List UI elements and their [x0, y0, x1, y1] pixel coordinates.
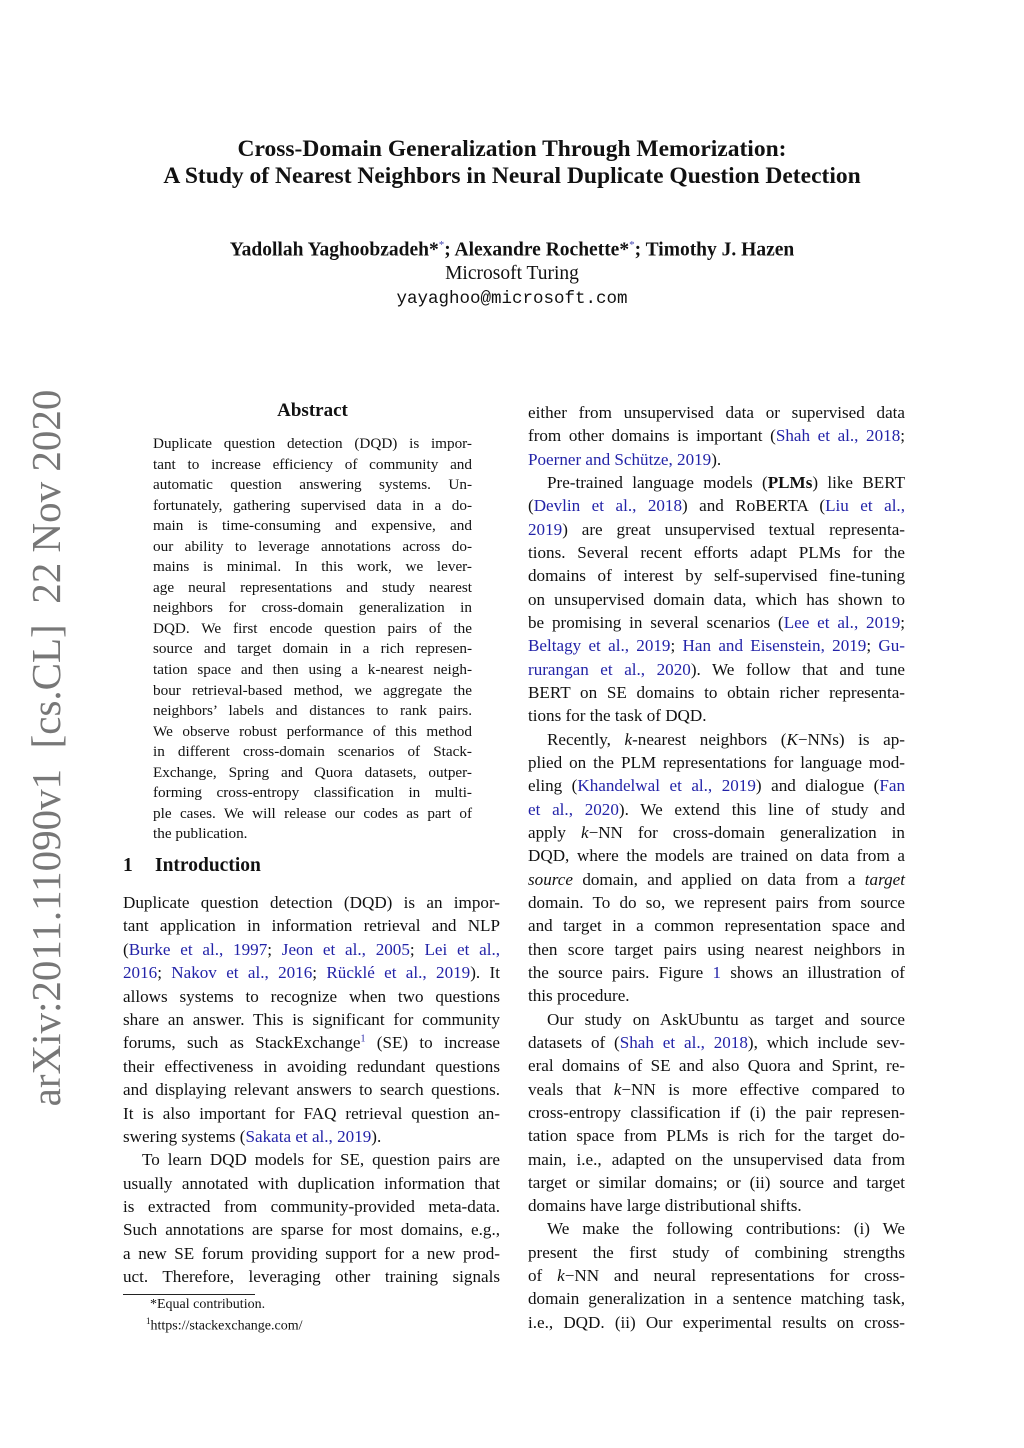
italic-text: K [786, 729, 798, 749]
text: ), which include sev- [747, 1032, 905, 1052]
arxiv-identifier: arXiv:2011.11090v1 [cs.CL] 22 Nov 2020 [23, 389, 69, 1107]
text-line [123, 1102, 500, 1125]
paragraph [528, 471, 905, 728]
citation-link[interactable]: Gu- [878, 636, 905, 656]
text: ) and RoBERTA ( [682, 496, 826, 516]
text: tant to increase efficiency of community and [153, 455, 472, 473]
text-line [528, 961, 905, 984]
citation-link[interactable]: Poerner and Schütze, 2019 [528, 449, 712, 469]
text: To learn DQD models for SE, question pairs are [142, 1150, 500, 1170]
text-line [528, 1171, 905, 1194]
author-2: Alexandre Rochette* [454, 239, 630, 261]
text-line [528, 821, 905, 844]
text-line [153, 496, 472, 517]
text-line [528, 938, 905, 961]
text: the publication. [153, 825, 248, 843]
text-line [153, 434, 472, 455]
text: Pre-trained language models ( [547, 472, 768, 492]
text: eling ( [528, 776, 578, 796]
text: domains have large distributional shifts. [528, 1196, 802, 1216]
text: ; [670, 636, 683, 656]
footnote-1 [146, 1316, 303, 1335]
text: It is also important for FAQ retrieval question an- [123, 1103, 500, 1123]
citation-link[interactable]: Liu et al., [825, 496, 905, 516]
author-separator: ; [634, 239, 642, 261]
text: BERT on SE domains to obtain richer representa- [528, 682, 905, 702]
text: ; [267, 939, 282, 959]
text: i.e., DQD. (ii) Our experimental results on cross- [528, 1312, 905, 1332]
text: ; [866, 636, 879, 656]
text: bour retrieval-based method, we aggregate the [153, 681, 472, 699]
footnote-mark: * [438, 239, 445, 251]
paragraph [528, 1217, 905, 1334]
text-line [153, 722, 472, 743]
text: ; [312, 963, 327, 983]
section-number: 1 [123, 855, 133, 876]
author-email[interactable]: yayaghoo@microsoft.com [396, 289, 628, 309]
text-line [123, 891, 500, 914]
citation-link[interactable]: 2019 [528, 519, 563, 539]
text-line [528, 1031, 905, 1054]
text-line [528, 704, 905, 727]
text: age neural representations and study nearest [153, 578, 472, 596]
section-title: Introduction [155, 855, 261, 876]
text-line [123, 1172, 500, 1195]
text-line [123, 1031, 500, 1054]
text-line [123, 914, 500, 937]
text-line [528, 1264, 905, 1287]
text-line [123, 1148, 500, 1171]
italic-text: source [528, 869, 573, 889]
text: ). We follow that and tune [690, 659, 905, 679]
text-line [528, 891, 905, 914]
text: be promising in several scenarios ( [528, 612, 784, 632]
right-column-body [528, 401, 905, 1334]
text-line [528, 914, 905, 937]
footnote-mark: * [629, 239, 635, 251]
text-line [528, 588, 905, 611]
text: ). We extend this line of study and [618, 799, 905, 819]
text-line [528, 1008, 905, 1031]
text: -nearest neighbors ( [632, 729, 787, 749]
text-line [528, 1217, 905, 1240]
text: our ability to leverage annotations across do- [153, 537, 472, 555]
citation-link[interactable]: Rücklé et al., 2019 [326, 963, 471, 983]
paper-title [0, 136, 1024, 190]
text-line [528, 1054, 905, 1077]
text: datasets of ( [528, 1032, 620, 1052]
text-line [528, 448, 905, 471]
text: ; [409, 939, 425, 959]
text-line [528, 611, 905, 634]
citation-link[interactable]: Nakov et al., 2016 [171, 963, 313, 983]
text-line [153, 783, 472, 804]
text: Duplicate question detection (DQD) is impor- [153, 435, 472, 452]
text: eral domains of SE and also Quora and Sprint, re- [528, 1056, 905, 1076]
text-line [153, 660, 472, 681]
citation-link[interactable]: Jeon et al., 2005 [281, 939, 410, 959]
text-line [528, 868, 905, 891]
citation-link[interactable]: Fan [879, 776, 905, 796]
italic-text: k [624, 729, 633, 749]
citation-link[interactable]: Sakata et al., 2019 [245, 1126, 372, 1146]
text: the source pairs. Figure [528, 962, 713, 982]
text-line [123, 1265, 500, 1288]
text: Our study on AskUbuntu as target and source [547, 1009, 905, 1029]
left-column-body [123, 891, 500, 1289]
text: veals that [528, 1079, 614, 1099]
footnote-1-url[interactable]: https://stackexchange.com/ [150, 1318, 303, 1334]
text-line [123, 1055, 500, 1078]
text: neighbors for cross-domain generalization in [153, 599, 472, 617]
text: Such annotations are sparse for most domains, e.g., [123, 1220, 500, 1240]
text-line [528, 844, 905, 867]
text: apply [528, 822, 581, 842]
footnote-ref-link[interactable]: 1 [360, 1033, 366, 1045]
text-line [528, 471, 905, 494]
citation-link[interactable]: Shah et al., 2018 [619, 1032, 748, 1052]
text-line [528, 424, 905, 447]
text-line [528, 798, 905, 821]
text-line [528, 1148, 905, 1171]
paragraph [528, 401, 905, 471]
text: tation space and then using a k-nearest neigh- [153, 661, 472, 679]
citation-link[interactable]: 1 [712, 962, 721, 982]
text: ) are great unsupervised textual representa- [562, 519, 905, 539]
text-line [528, 658, 905, 681]
text: their effectiveness in avoiding redundant questions [123, 1056, 500, 1076]
text: domain. To do so, we represent pairs from source [528, 892, 905, 912]
text: mains is minimal. In this work, we lever- [153, 558, 472, 576]
text-line [528, 984, 905, 1007]
text: tation space from PLMs is rich for the target do- [528, 1126, 905, 1146]
text: plied on the PLM representations for language mod- [528, 752, 905, 772]
text-line [123, 1125, 500, 1148]
author-1: Yadollah Yaghoobzadeh* [229, 239, 439, 261]
text-line [528, 494, 905, 517]
text: −NN is more effective compared to [621, 1079, 905, 1099]
footnote-equal-contribution: *Equal contribution. [150, 1297, 266, 1312]
text-line [153, 824, 472, 845]
footnote-rule [123, 1294, 255, 1295]
citation-link[interactable]: Khandelwal et al., 2019 [577, 776, 756, 796]
italic-text: k [613, 1079, 622, 1099]
text-line [153, 475, 472, 496]
abstract-heading: Abstract [277, 400, 348, 421]
text-line [153, 557, 472, 578]
citation-link[interactable]: Han and Eisenstein, 2019 [682, 636, 867, 656]
text: source and target domain in a rich represen- [153, 640, 472, 658]
text: automatic question answering systems. Un- [153, 476, 472, 494]
text-line [528, 564, 905, 587]
text-line [153, 578, 472, 599]
text-line [123, 961, 500, 984]
text: uct. Therefore, leveraging other training signals [123, 1267, 500, 1287]
text: is extracted from community-provided meta-data. [123, 1197, 500, 1217]
text-line [153, 537, 472, 558]
text: usually annotated with duplication information that [123, 1173, 500, 1193]
paragraph [123, 1148, 500, 1288]
text-line [153, 639, 472, 660]
text: ple cases. We will release our codes as part of [153, 804, 472, 822]
author-3: Timothy J. Hazen [645, 239, 795, 261]
section-heading [123, 855, 261, 877]
text: domain, and applied on data from a [572, 869, 865, 889]
text: We observe robust performance of this method [153, 722, 472, 740]
paragraph [528, 1008, 905, 1218]
text-line [528, 401, 905, 424]
italic-text: target [864, 869, 905, 889]
title-line-1: Cross-Domain Generalization Through Memorization: [237, 136, 787, 162]
text: −NN for cross-domain generalization in [588, 822, 905, 842]
text: target or similar domains; or (ii) source and target [528, 1172, 905, 1192]
text: ; [900, 612, 905, 632]
text: (SE) to increase [365, 1033, 500, 1053]
text-line [153, 681, 472, 702]
text: main is time-consuming and expensive, and [153, 517, 472, 535]
text: main, i.e., adapted on the unsupervised data from [528, 1149, 905, 1169]
text-line [528, 1311, 905, 1334]
text-line [153, 742, 472, 763]
text-line [123, 1078, 500, 1101]
citation-link[interactable]: Lei et al., [424, 939, 501, 959]
citation-link[interactable]: Burke et al., 1997 [128, 939, 268, 959]
text-line [153, 763, 472, 784]
bold-text: PLMs [767, 472, 813, 492]
text: ). It [470, 963, 500, 983]
text: and target in a common representation space and [528, 916, 905, 936]
text-line [528, 634, 905, 657]
text-line [528, 1194, 905, 1217]
text: ; [900, 426, 905, 446]
text: swering systems ( [123, 1126, 246, 1146]
text: ( [528, 496, 534, 516]
text: ) and dialogue ( [755, 776, 880, 796]
text: tions for the task of DQD. [528, 706, 707, 726]
citation-link[interactable]: Beltagy et al., 2019 [528, 636, 671, 656]
text: fortunately, gathering supervised data in a do- [153, 496, 472, 514]
text: and displaying relevant answers to search questions. [123, 1080, 500, 1100]
title-line-2: A Study of Nearest Neighbors in Neural Duplicate Question Detection [163, 163, 861, 189]
text: forums, such as StackExchange [123, 1033, 361, 1053]
text: of [528, 1266, 558, 1286]
text: from other domains is important ( [528, 426, 776, 446]
text-line [528, 1241, 905, 1264]
citation-link[interactable]: Devlin et al., 2018 [533, 496, 683, 516]
text-line [153, 598, 472, 619]
author-separator: ; [444, 239, 451, 261]
text: tant application in information retrieval and NLP [123, 916, 500, 936]
text-line [528, 518, 905, 541]
text: We make the following contributions: (i) We [547, 1219, 905, 1239]
text-line [153, 804, 472, 825]
citation-link[interactable]: Shah et al., 2018 [775, 426, 901, 446]
text-line [528, 1078, 905, 1101]
text-line [123, 1242, 500, 1265]
abstract-body [153, 434, 472, 845]
text-line [528, 681, 905, 704]
text-line [528, 1124, 905, 1147]
text: Duplicate question detection (DQD) is an impor- [123, 893, 500, 912]
italic-text: k [557, 1266, 565, 1286]
paragraph [528, 728, 905, 1008]
text-line [153, 516, 472, 537]
affiliation: Microsoft Turing [445, 263, 579, 284]
text-line [123, 1218, 500, 1241]
text-line [153, 619, 472, 640]
text: DQD. We first encode question pairs of the [153, 619, 472, 637]
text: ). [711, 449, 722, 469]
text: forming cross-entropy classification in multi- [153, 784, 472, 802]
text-line [153, 701, 472, 722]
text: ). [371, 1126, 382, 1146]
citation-link[interactable]: Lee et al., 2019 [783, 612, 901, 632]
text: on unsupervised domain data, which has shown to [528, 589, 905, 609]
citation-link[interactable]: et al., 2020 [528, 799, 619, 819]
text: this procedure. [528, 986, 630, 1006]
text: ; [157, 963, 172, 983]
text: in different cross-domain scenarios of Stack- [153, 743, 472, 761]
paragraph [123, 891, 500, 1148]
text-line [153, 455, 472, 476]
text: domains of interest by self-supervised fine-tuning [528, 566, 905, 586]
text-line [528, 728, 905, 751]
text: tions. Several recent efforts adapt PLMs for the [528, 542, 905, 562]
text: ) like BERT [812, 472, 906, 492]
footnote-1-mark: 1 [146, 1316, 151, 1326]
citation-link[interactable]: 2016 [123, 963, 158, 983]
text: −NN and neural representations for cross- [564, 1266, 905, 1286]
text: share an answer. This is significant for community [123, 1009, 500, 1029]
text-line [528, 774, 905, 797]
text-line [123, 1008, 500, 1031]
text: a new SE forum providing support for a new prod- [123, 1243, 500, 1263]
text: cross-entropy classification if (i) the pair represen- [528, 1102, 905, 1122]
text-line [528, 1287, 905, 1310]
text: DQD, where the models are trained on data from a [528, 846, 905, 866]
text: Exchange, Spring and Quora datasets, outper- [153, 763, 472, 781]
text: ( [123, 939, 129, 959]
text-line [123, 938, 500, 961]
text: either from unsupervised data or supervised data [528, 403, 905, 422]
text-line [528, 751, 905, 774]
italic-text: k [580, 822, 589, 842]
text: −NNs) is ap- [797, 729, 905, 749]
text-line [123, 985, 500, 1008]
text-line [528, 1101, 905, 1124]
text: present the first study of combining strengths [528, 1242, 905, 1262]
text-line [123, 1195, 500, 1218]
text: Recently, [547, 729, 625, 749]
paragraph [153, 434, 472, 845]
text: neighbors’ labels and distances to rank pairs. [153, 702, 472, 720]
text: allows systems to recognize when two questions [123, 986, 500, 1006]
author-list [0, 239, 1024, 262]
text-line [528, 541, 905, 564]
text: shows an illustration of [721, 962, 905, 982]
text: domain generalization in a sentence matching task, [528, 1289, 905, 1309]
text: then score target pairs using nearest neighbors in [528, 939, 905, 959]
citation-link[interactable]: rurangan et al., 2020 [528, 659, 691, 679]
